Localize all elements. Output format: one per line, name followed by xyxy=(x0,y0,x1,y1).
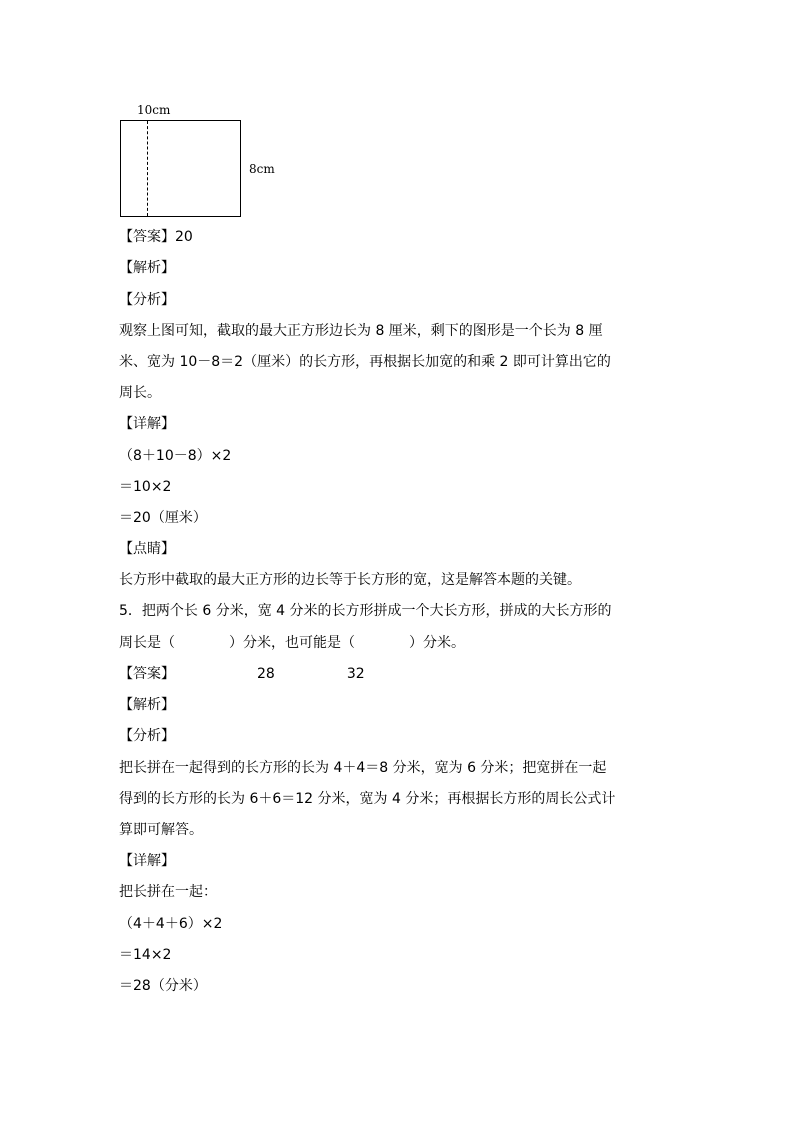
q5-calc-3: ＝28（分米） xyxy=(119,978,207,994)
q5-fenxi-line-1: 把长拼在一起得到的长方形的长为 4＋4＝8 分米，宽为 6 分米；把宽拼在一起 xyxy=(119,760,607,776)
answer-value-2: 32 xyxy=(346,666,365,682)
q5-question-line-2 xyxy=(119,633,465,653)
q4-fenxi-tag: 【分析】 xyxy=(119,292,175,308)
q5-step-label: 把长拼在一起： xyxy=(119,884,217,900)
answer-value: 20 xyxy=(175,229,193,245)
q5-question-line-1: 5．把两个长 6 分米，宽 4 分米的长方形拼成一个大长方形，拼成的大长方形的 xyxy=(119,603,612,619)
answer-tag: 【答案】 xyxy=(119,229,175,245)
q5-fenxi-line-3: 算即可解答。 xyxy=(119,822,203,838)
answer-tag: 【答案】 xyxy=(119,666,175,682)
q4-dianjing-text: 长方形中截取的最大正方形的边长等于长方形的宽，这是解答本题的关键。 xyxy=(119,572,581,588)
dashed-cut-line xyxy=(147,121,148,216)
q5-question-part-b: ）分米，也可能是（ xyxy=(229,635,355,651)
q5-question-part-a: 周长是（ xyxy=(119,635,175,651)
rectangle-figure xyxy=(120,100,320,225)
q4-calc-1: （8＋10－8）×2 xyxy=(119,448,232,464)
q4-answer-line xyxy=(119,227,193,247)
q4-fenxi-line-1: 观察上图可知，截取的最大正方形边长为 8 厘米，剩下的图形是一个长为 8 厘 xyxy=(119,323,603,339)
q5-fenxi-line-2: 得到的长方形的长为 6＋6＝12 分米，宽为 4 分米；再根据长方形的周长公式计 xyxy=(119,791,616,807)
answer-value-1: 28 xyxy=(257,666,275,682)
q4-calc-2: ＝10×2 xyxy=(119,479,172,495)
q5-answer-line xyxy=(119,664,365,684)
q5-calc-2: ＝14×2 xyxy=(119,947,172,963)
q5-question-part-c: ）分米。 xyxy=(409,635,465,651)
q5-calc-1: （4＋4＋6）×2 xyxy=(119,916,223,932)
q4-analysis-tag: 【解析】 xyxy=(119,260,175,276)
q4-fenxi-line-2: 米、宽为 10－8＝2（厘米）的长方形，再根据长加宽的和乘 2 即可计算出它的 xyxy=(119,354,611,370)
q4-dianjing-tag: 【点睛】 xyxy=(119,541,175,557)
q5-xiangjie-tag: 【详解】 xyxy=(119,853,175,869)
q4-xiangjie-tag: 【详解】 xyxy=(119,416,175,432)
figure-height-label: 8cm xyxy=(249,162,275,176)
q4-calc-3: ＝20（厘米） xyxy=(119,510,207,526)
q5-analysis-tag: 【解析】 xyxy=(119,697,175,713)
q5-fenxi-tag: 【分析】 xyxy=(119,728,175,744)
figure-width-label: 10cm xyxy=(137,103,171,117)
rectangle-outline xyxy=(120,120,241,217)
q4-fenxi-line-3: 周长。 xyxy=(119,385,161,401)
